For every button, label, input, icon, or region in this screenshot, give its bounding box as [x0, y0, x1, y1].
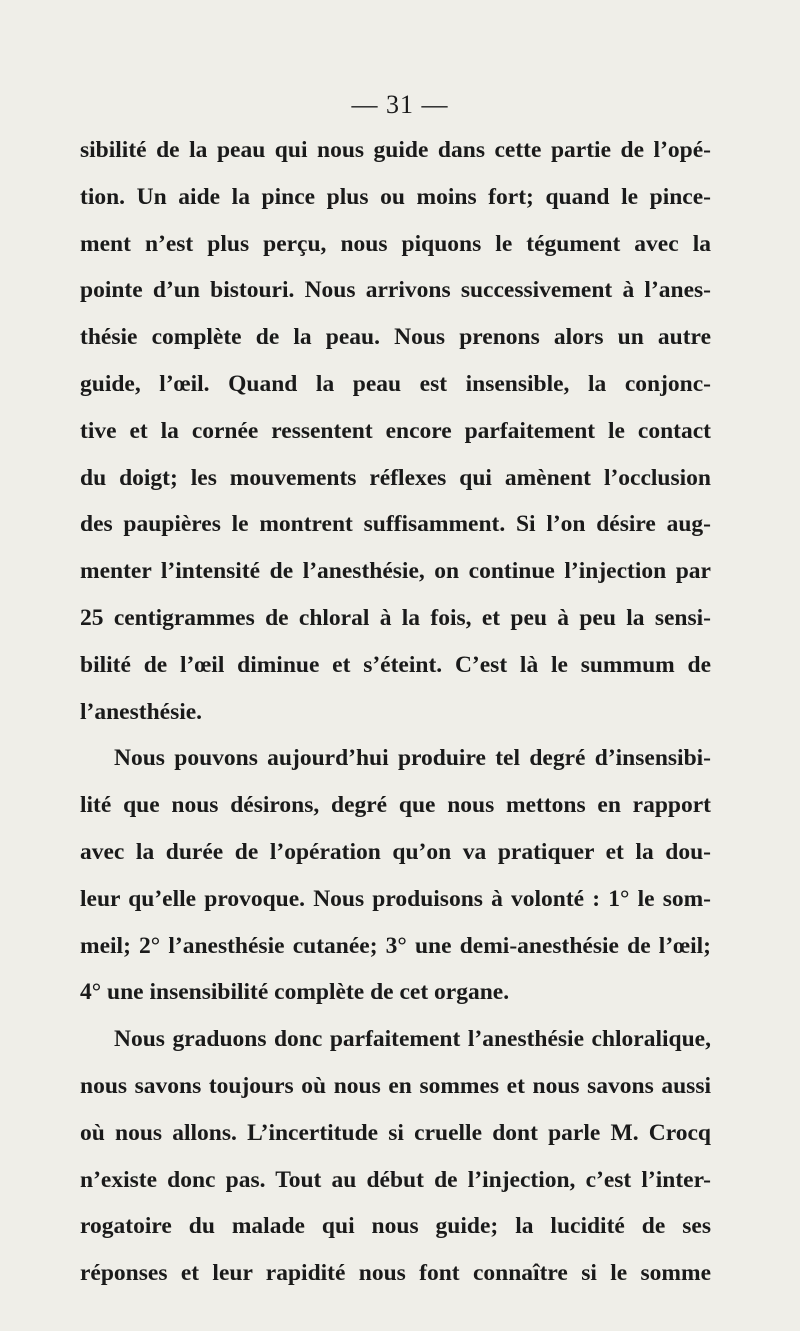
- text-line-5: thésie complète de la peau. Nous prenons alors un autre: [80, 324, 711, 351]
- text-line-24: rogatoire du malade qui nous guide; la lucidité de ses: [80, 1213, 711, 1240]
- text-line-15: lité que nous désirons, degré que nous mettons en rapport: [80, 792, 711, 819]
- text-line-16: avec la durée de l’opération qu’on va pratiquer et la dou-: [80, 838, 711, 865]
- text-line-1: sibilité de la peau qui nous guide dans cette partie de l’opé-: [80, 137, 711, 163]
- text-line-7: tive et la cornée ressentent encore parfaitement le contact: [80, 417, 711, 444]
- text-line-21: nous savons toujours où nous en sommes et nous savons aussi: [80, 1072, 711, 1099]
- text-line-4: pointe d’un bistouri. Nous arrivons successivement à l’anes-: [80, 277, 711, 304]
- text-line-20: Nous graduons donc parfaitement l’anesthésie chloralique,: [114, 1026, 711, 1053]
- text-line-8: du doigt; les mouvements réflexes qui amènent l’occlusion: [80, 464, 711, 491]
- text-line-13: l’anesthésie.: [80, 698, 203, 725]
- text-line-6: guide, l’œil. Quand la peau est insensible, la conjonc-: [80, 370, 711, 397]
- text-line-19: 4° une insensibilité complète de cet organe.: [80, 979, 510, 1006]
- text-line-9: des paupières le montrent suffisamment. Si l’on désire aug-: [80, 511, 711, 538]
- body-text: [80, 127, 711, 1297]
- text-line-2: tion. Un aide la pince plus ou moins fort; quand le pince-: [80, 183, 711, 210]
- text-line-12: bilité de l’œil diminue et s’éteint. C’est là le summum de: [80, 651, 711, 678]
- page-number: — 31 —: [351, 90, 449, 119]
- text-line-10: menter l’intensité de l’anesthésie, on continue l’injection par: [80, 558, 711, 585]
- text-line-25: réponses et leur rapidité nous font connaître si le somme: [80, 1260, 711, 1287]
- text-line-3: ment n’est plus perçu, nous piquons le tégument avec la: [80, 230, 711, 257]
- text-line-14: Nous pouvons aujourd’hui produire tel degré d’insensibi-: [114, 745, 711, 772]
- text-line-17: leur qu’elle provoque. Nous produisons à volonté : 1° le som-: [80, 885, 711, 912]
- text-line-18: meil; 2° l’anesthésie cutanée; 3° une demi-anesthésie de l’œil;: [80, 932, 711, 959]
- text-line-23: n’existe donc pas. Tout au début de l’injection, c’est l’inter-: [80, 1166, 711, 1193]
- text-line-22: où nous allons. L’incertitude si cruelle dont parle M. Crocq: [80, 1119, 711, 1146]
- text-line-11: 25 centigrammes de chloral à la fois, et peu à peu la sensi-: [80, 604, 711, 631]
